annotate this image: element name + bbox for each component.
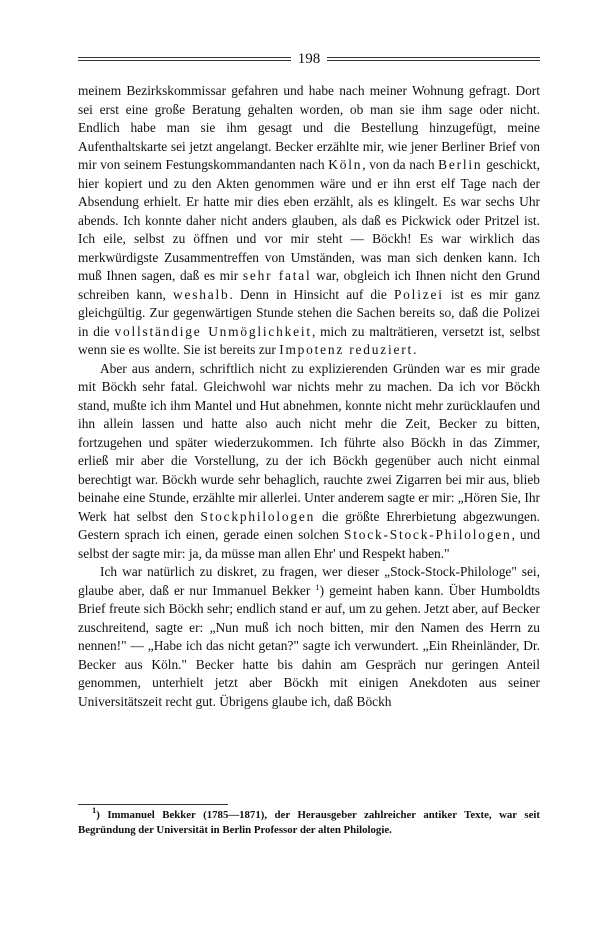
text-run: Ich war natürlich zu diskret, zu fragen, wer dieser „Stock-Stock-Philologe" sei, glaube aber, daß er nur Immanuel Bekker bbox=[78, 564, 540, 598]
text-run: , von da nach bbox=[362, 157, 439, 172]
emphasized-text: Impotenz reduziert bbox=[279, 342, 414, 357]
text-run: ist es mir ganz gleichgültig. Zur gegenwärtigen Stunde stehen die Sachen bereits so, daß die Polizei in die bbox=[78, 286, 540, 339]
text-run: , und selbst der sagte mir: ja, da müsse man allen Ehr' und Respekt haben." bbox=[78, 527, 541, 561]
header-rule-left bbox=[78, 57, 291, 61]
text-run: . Denn in Hinsicht auf die bbox=[229, 286, 394, 302]
emphasized-text: Berlin bbox=[438, 157, 483, 172]
page-header bbox=[78, 50, 540, 68]
text-run: . bbox=[413, 342, 417, 357]
emphasized-text: Stock-Stock-Philologen bbox=[344, 527, 512, 542]
footnote-paragraph bbox=[78, 805, 540, 838]
page-number: 198 bbox=[297, 51, 321, 67]
emphasized-text: sehr fatal bbox=[242, 268, 312, 283]
emphasized-text: weshalb bbox=[172, 286, 230, 302]
body-paragraph bbox=[78, 82, 540, 360]
text-run: die größte Ehrerbietung abgezwungen. Gestern sprach ich einen, gerade einen solchen bbox=[78, 508, 541, 542]
body-paragraph bbox=[78, 563, 540, 711]
header-rule-right bbox=[327, 57, 540, 61]
emphasized-text: vollständige Unmöglichkeit bbox=[114, 323, 312, 339]
emphasized-text: Köln bbox=[328, 157, 363, 172]
footnote-reference: 1 bbox=[315, 581, 320, 592]
footnote-separator bbox=[78, 804, 228, 805]
text-run: war, obgleich ich Ihnen nicht den Grund schreiben kann, bbox=[78, 268, 540, 302]
text-run: Aber aus andern, schriftlich nicht zu explizierenden Gründen war es mir grade mit Böckh sehr fatal. Gleichwohl war nichts mehr zu machen. Da ich vor Böckh stand, mußte ich ihm Mantel und Hut abnehmen, konnte nicht mehr zurücklaufen und ihn allein lassen und hatte also auch nicht mehr die Zeit, Becker zu bitten, fortzugehen und später wiederzukommen. Ich führte also Böckh in das Zimmer, erließ mir aber die Vorstellung, zu der ich Böckh gegenüber auch nicht einmal berechtigt war. Böckh wurde sehr behaglich, rauchte zwei Zigarren bei mir aus, blieb beinahe eine Stunde, erzählte mir allerlei. Unter anderem sagte er mir: „Hören Sie, Ihr Werk hat selbst den bbox=[78, 360, 540, 524]
footnote-text: ) Immanuel Bekker (1785—1871), der Herausgeber zahlreicher antiker Texte, war seit Begründung der Universität in Berlin Professor der alten Philologie. bbox=[78, 809, 540, 836]
text-run: meinem Bezirkskommissar gefahren und habe nach meiner Wohnung gefragt. Dort sei erst eine große Beratung gehalten worden, ob man sie ihm sage oder nicht. Endlich habe man sie ihm gesagt und die Bestellung hinzugefügt, meine Aufenthaltskarte sei jetzt angelangt. Becker erzählte mir, wie jener Berliner Brief von mir von seinem Festungskommandanten nach bbox=[78, 83, 540, 172]
emphasized-text: Stockphilologen bbox=[200, 508, 316, 524]
footnote-marker: 1 bbox=[92, 805, 97, 815]
footnote bbox=[78, 805, 540, 838]
body-paragraph bbox=[78, 360, 540, 564]
emphasized-text: Polizei bbox=[393, 286, 444, 302]
body-text bbox=[78, 82, 540, 711]
text-run: geschickt, hier kopiert und zu den Akten genommen wäre und er ihn erst elf Tage nach der Absendung erhielt. Er hatte mir dies eben erzählt, als es klingelt. Es war sechs Uhr abends. Ich konnte daher nicht anders glauben, als daß es Pickwick oder Pritzel ist. Ich eile, selbst zu öffnen und vor mir steht — Böckh! Es war wirklich das merkwürdigste Zusammentreffen von Umständen, was man sich denken kann. Ich muß Ihnen sagen, daß es mir bbox=[78, 157, 540, 283]
text-run: , mich zu malträtieren, versetzt ist, selbst wenn sie es wollte. Sie ist bereits zur bbox=[78, 323, 540, 357]
text-run: ) gemeint haben kann. Über Humboldts Brief freute sich Böckh sehr; endlich stand er auf, um zu gehen. Jetzt aber, auf Becker zuschreitend, sagte er: „Nun muß ich noch bitten, mir den Namen des Herrn zu nennen!" — „Habe ich das nicht getan?" sagte ich verwundert. „Ein Rheinländer, Dr. Becker aus Köln." Becker hatte bis dahin am Gespräch nur geringen Anteil genommen, unterhielt jetzt aber Böckh mit einigen Anekdoten aus seiner Universitätszeit recht gut. Übrigens glaube ich, daß Böckh bbox=[78, 582, 540, 709]
